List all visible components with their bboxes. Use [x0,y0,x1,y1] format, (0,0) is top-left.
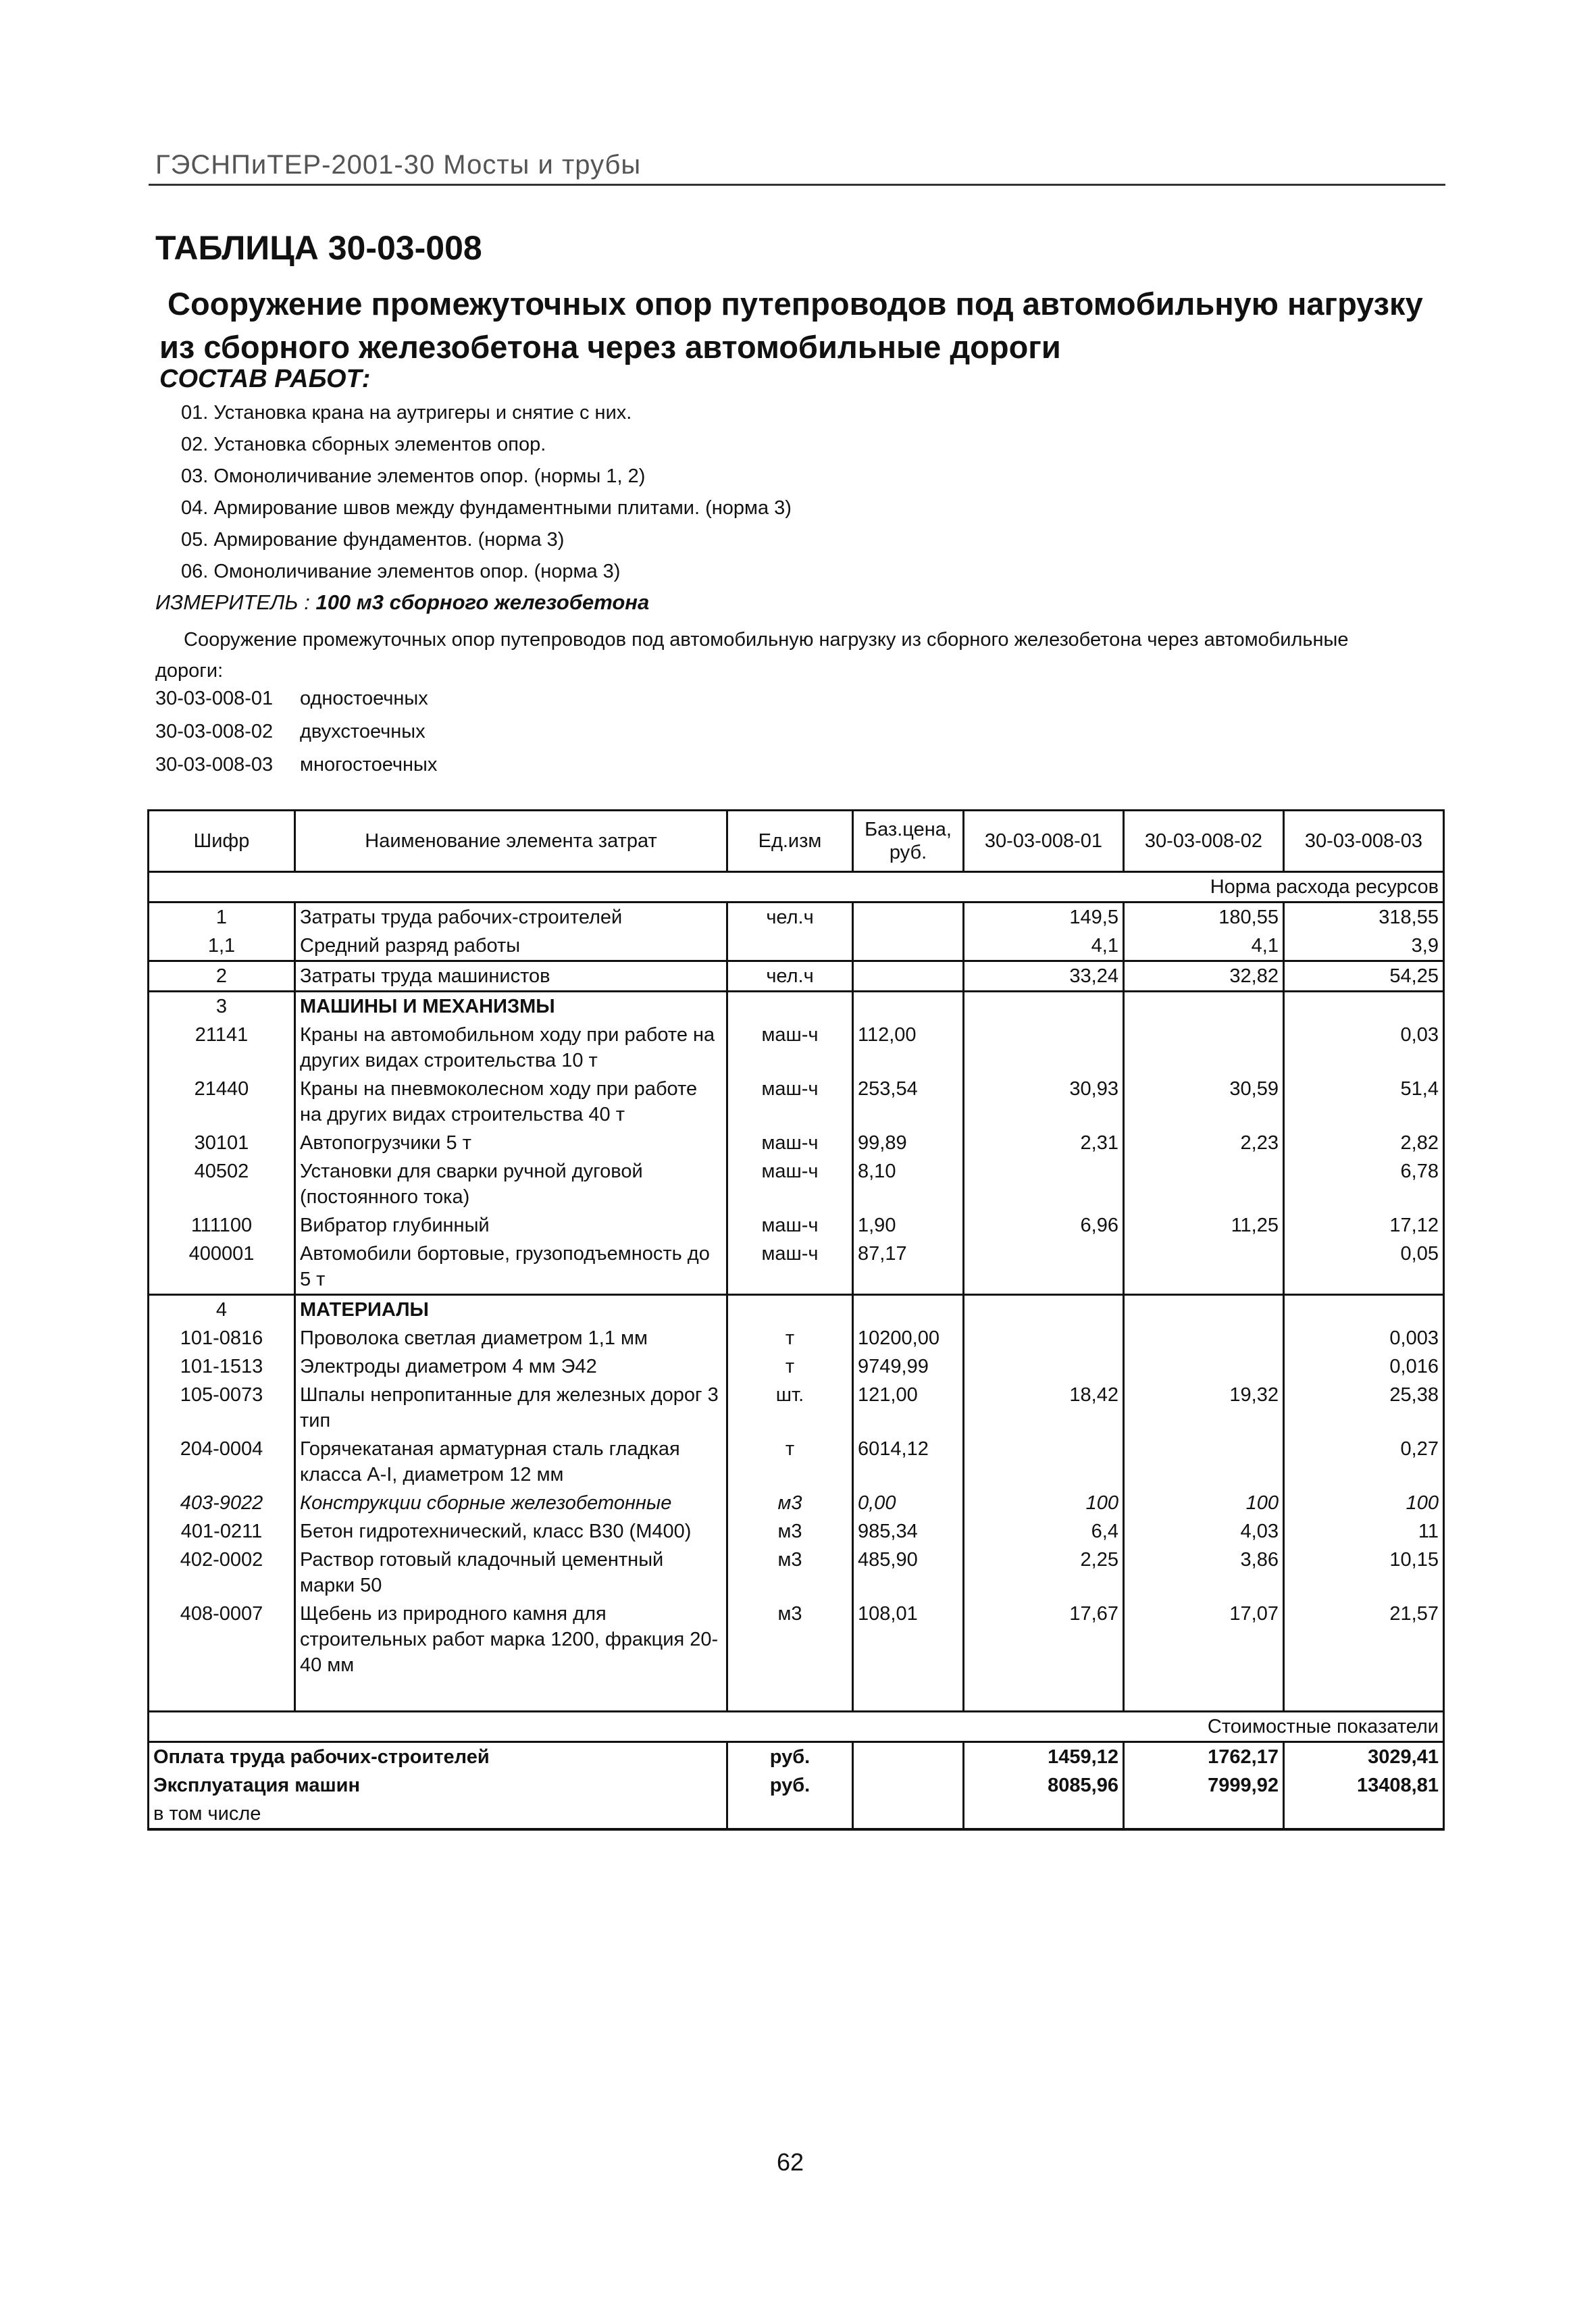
table-row [149,903,1444,932]
row-code: 21440 [149,1075,295,1129]
work-item: 03. Омоноличивание элементов опор. (нормы 1, 2) [181,465,646,487]
row-base-price: 8,10 [853,1157,964,1211]
cost-value-01: 1459,12 [964,1742,1124,1772]
header-rule [149,184,1445,186]
row-name: Щебень из природного камня для строительных работ марка 1200, фракция 20-40 мм [295,1600,727,1679]
work-item: 01. Установка крана на аутригеры и снятие с них. [181,402,632,424]
cost-row [149,1771,1444,1800]
page-number: 62 [777,2148,804,2176]
row-name: Установки для сварки ручной дуговой (постоянного тока) [295,1157,727,1211]
table-row [149,1381,1444,1435]
row-name: Средний разряд работы [295,932,727,961]
row-norm-02: 4,03 [1124,1517,1284,1546]
row-norm-02 [1124,1021,1284,1075]
row-norm-02: 100 [1124,1489,1284,1517]
row-name: Затраты труда рабочих-строителей [295,903,727,932]
row-norm-02 [1124,1295,1284,1325]
row-norm-03: 3,9 [1284,932,1444,961]
row-norm-02: 3,86 [1124,1546,1284,1600]
row-norm-02 [1124,1435,1284,1489]
table-subtitle [159,282,1476,369]
row-norm-03: 100 [1284,1489,1444,1517]
norm-caption-row [149,872,1444,903]
row-norm-01: 149,5 [964,903,1124,932]
col-header-c1: 30-03-008-01 [964,811,1124,872]
row-name: Горячекатаная арматурная сталь гладкая класса А-I, диаметром 12 мм [295,1435,727,1489]
row-norm-03: 0,016 [1284,1352,1444,1381]
resource-table [147,809,1445,1831]
cost-value-03 [1284,1800,1444,1829]
cost-caption-row [149,1712,1444,1742]
row-unit: шт. [727,1381,853,1435]
row-code: 408-0007 [149,1600,295,1679]
row-norm-03: 17,12 [1284,1211,1444,1240]
table-row [149,1600,1444,1679]
table-row [149,1489,1444,1517]
cost-unit: руб. [727,1771,853,1800]
row-name: Бетон гидротехнический, класс В30 (М400) [295,1517,727,1546]
variant-code: 30-03-008-01 [155,688,274,709]
works-heading: СОСТАВ РАБОТ: [159,365,371,393]
col-header-code: Шифр [149,811,295,872]
row-norm-02: 19,32 [1124,1381,1284,1435]
col-header-c2: 30-03-008-02 [1124,811,1284,872]
row-unit: м3 [727,1517,853,1546]
row-base-price: 87,17 [853,1240,964,1295]
row-norm-03: 11 [1284,1517,1444,1546]
row-norm-02 [1124,1352,1284,1381]
cost-price [853,1742,964,1772]
cost-value-03: 3029,41 [1284,1742,1444,1772]
row-base-price: 253,54 [853,1075,964,1129]
table-row [149,1546,1444,1600]
running-header: ГЭСНПиТЕР-2001-30 Мосты и трубы [155,150,642,180]
intro-line-1: Сооружение промежуточных опор путепроводов под автомобильную нагрузку из сборного железобетона через автомобильные [184,629,1349,651]
cost-value-01 [964,1800,1124,1829]
row-unit: маш-ч [727,1211,853,1240]
table-row [149,1240,1444,1295]
row-name: Шпалы непропитанные для железных дорог 3 тип [295,1381,727,1435]
table-header-row [149,811,1444,872]
col-header-unit: Ед.изм [727,811,853,872]
row-norm-03: 0,03 [1284,1021,1444,1075]
row-norm-01: 2,31 [964,1129,1124,1157]
variant-name: двухстоечных [300,721,426,742]
row-base-price: 99,89 [853,1129,964,1157]
intro-line-2: дороги: [155,660,224,682]
cost-name: в том числе [149,1800,727,1829]
row-code: 111100 [149,1211,295,1240]
table-row [149,1157,1444,1211]
row-norm-01: 2,25 [964,1546,1124,1600]
row-name: МАТЕРИАЛЫ [295,1295,727,1325]
cost-value-02: 1762,17 [1124,1742,1284,1772]
row-unit: чел.ч [727,961,853,992]
row-name: Краны на пневмоколесном ходу при работе на других видах строительства 40 т [295,1075,727,1129]
row-base-price: 112,00 [853,1021,964,1075]
row-norm-03: 6,78 [1284,1157,1444,1211]
row-unit: м3 [727,1546,853,1600]
row-unit: т [727,1352,853,1381]
row-code: 30101 [149,1129,295,1157]
row-name: Затраты труда машинистов [295,961,727,992]
row-code: 401-0211 [149,1517,295,1546]
row-unit: т [727,1324,853,1352]
row-norm-03: 51,4 [1284,1075,1444,1129]
table-row [149,1324,1444,1352]
row-name: Автопогрузчики 5 т [295,1129,727,1157]
row-norm-02: 30,59 [1124,1075,1284,1129]
row-code: 3 [149,992,295,1021]
row-norm-02 [1124,1240,1284,1295]
row-norm-03: 21,57 [1284,1600,1444,1679]
table-row [149,1129,1444,1157]
col-header-name: Наименование элемента затрат [295,811,727,872]
row-norm-02: 2,23 [1124,1129,1284,1157]
cost-row [149,1742,1444,1772]
table-row [149,992,1444,1021]
row-base-price [853,992,964,1021]
row-name: Автомобили бортовые, грузоподъемность до 5 т [295,1240,727,1295]
row-code: 204-0004 [149,1435,295,1489]
row-code: 40502 [149,1157,295,1211]
row-norm-01 [964,1021,1124,1075]
row-base-price [853,903,964,932]
row-unit: м3 [727,1600,853,1679]
row-unit: м3 [727,1489,853,1517]
table-row [149,1517,1444,1546]
row-base-price: 121,00 [853,1381,964,1435]
row-norm-03: 0,003 [1284,1324,1444,1352]
row-name: Вибратор глубинный [295,1211,727,1240]
row-base-price: 485,90 [853,1546,964,1600]
row-code: 101-1513 [149,1352,295,1381]
col-header-c3: 30-03-008-03 [1284,811,1444,872]
measure-line [155,590,649,615]
cost-body [149,1742,1444,1830]
row-code: 402-0002 [149,1546,295,1600]
row-norm-01: 17,67 [964,1600,1124,1679]
variants-list [155,682,437,782]
row-norm-03: 25,38 [1284,1381,1444,1435]
work-item: 06. Омоноличивание элементов опор. (норма 3) [181,561,621,582]
row-norm-01: 6,96 [964,1211,1124,1240]
cost-caption: Стоимостные показатели [149,1712,1444,1742]
variant-item [155,682,437,715]
row-norm-01: 100 [964,1489,1124,1517]
row-base-price: 985,34 [853,1517,964,1546]
spacer-row [149,1679,1444,1712]
row-base-price [853,1295,964,1325]
row-code: 2 [149,961,295,992]
measure-label: ИЗМЕРИТЕЛЬ : [155,590,310,614]
subtitle-line-2: из сборного железобетона через автомобильные дороги [159,329,1061,365]
row-norm-03: 10,15 [1284,1546,1444,1600]
row-norm-01 [964,1157,1124,1211]
row-norm-03: 0,27 [1284,1435,1444,1489]
row-unit [727,992,853,1021]
variant-name: одностоечных [300,688,428,709]
measure-value: 100 м3 сборного железобетона [315,590,650,614]
table-body [149,903,1444,1680]
row-base-price: 6014,12 [853,1435,964,1489]
row-norm-01: 33,24 [964,961,1124,992]
row-code: 1 [149,903,295,932]
row-norm-02 [1124,992,1284,1021]
cost-value-02: 7999,92 [1124,1771,1284,1800]
row-code: 105-0073 [149,1381,295,1435]
table-row [149,932,1444,961]
cost-value-01: 8085,96 [964,1771,1124,1800]
cost-value-03: 13408,81 [1284,1771,1444,1800]
cost-unit: руб. [727,1742,853,1772]
norm-caption: Норма расхода ресурсов [149,872,1444,903]
row-base-price: 9749,99 [853,1352,964,1381]
table-row [149,1021,1444,1075]
cost-row [149,1800,1444,1829]
row-name: Электроды диаметром 4 мм Э42 [295,1352,727,1381]
variant-item [155,715,437,748]
row-unit [727,1295,853,1325]
cost-price [853,1771,964,1800]
col-header-price: Баз.цена, руб. [853,811,964,872]
table-row [149,1352,1444,1381]
row-base-price [853,961,964,992]
table-row [149,1075,1444,1129]
row-name: Конструкции сборные железобетонные [295,1489,727,1517]
row-base-price: 10200,00 [853,1324,964,1352]
row-norm-03: 54,25 [1284,961,1444,992]
row-norm-01: 30,93 [964,1075,1124,1129]
row-norm-01: 4,1 [964,932,1124,961]
table-title: ТАБЛИЦА 30-03-008 [155,229,482,267]
table-row [149,1295,1444,1325]
row-norm-03: 0,05 [1284,1240,1444,1295]
row-norm-02: 180,55 [1124,903,1284,932]
cost-value-02 [1124,1800,1284,1829]
row-norm-03: 318,55 [1284,903,1444,932]
row-code: 101-0816 [149,1324,295,1352]
row-code: 400001 [149,1240,295,1295]
row-norm-02: 17,07 [1124,1600,1284,1679]
row-name: МАШИНЫ И МЕХАНИЗМЫ [295,992,727,1021]
row-unit: т [727,1435,853,1489]
row-norm-01 [964,1295,1124,1325]
variant-name: многостоечных [300,754,438,776]
row-norm-01 [964,1435,1124,1489]
row-norm-01 [964,1352,1124,1381]
row-name: Проволока светлая диаметром 1,1 мм [295,1324,727,1352]
works-list [181,397,792,588]
table-row [149,961,1444,992]
table-row [149,1435,1444,1489]
row-norm-02: 4,1 [1124,932,1284,961]
row-norm-02: 32,82 [1124,961,1284,992]
variant-item [155,748,437,782]
row-unit: чел.ч [727,903,853,932]
cost-unit [727,1800,853,1829]
row-norm-01 [964,992,1124,1021]
row-norm-01 [964,1240,1124,1295]
row-unit [727,932,853,961]
row-base-price: 0,00 [853,1489,964,1517]
row-code: 21141 [149,1021,295,1075]
row-norm-02 [1124,1324,1284,1352]
variant-code: 30-03-008-03 [155,754,274,776]
work-item: 02. Установка сборных элементов опор. [181,434,546,455]
cost-name: Эксплуатация машин [149,1771,727,1800]
row-norm-03 [1284,1295,1444,1325]
work-item: 05. Армирование фундаментов. (норма 3) [181,529,565,551]
row-norm-01: 18,42 [964,1381,1124,1435]
row-norm-01 [964,1324,1124,1352]
row-base-price: 108,01 [853,1600,964,1679]
row-norm-03 [1284,992,1444,1021]
row-unit: маш-ч [727,1021,853,1075]
work-item: 04. Армирование швов между фундаментными плитами. (норма 3) [181,497,792,519]
variant-code: 30-03-008-02 [155,721,274,742]
row-unit: маш-ч [727,1129,853,1157]
row-code: 1,1 [149,932,295,961]
row-unit: маш-ч [727,1240,853,1295]
row-name: Краны на автомобильном ходу при работе на других видах строительства 10 т [295,1021,727,1075]
row-norm-03: 2,82 [1284,1129,1444,1157]
subtitle-line-1: Сооружение промежуточных опор путепроводов под автомобильную нагрузку [168,286,1423,322]
row-norm-02: 11,25 [1124,1211,1284,1240]
intro-text [155,624,1466,686]
row-unit: маш-ч [727,1075,853,1129]
row-base-price: 1,90 [853,1211,964,1240]
row-unit: маш-ч [727,1157,853,1211]
row-norm-01: 6,4 [964,1517,1124,1546]
row-base-price [853,932,964,961]
row-norm-02 [1124,1157,1284,1211]
row-code: 403-9022 [149,1489,295,1517]
cost-name: Оплата труда рабочих-строителей [149,1742,727,1772]
row-name: Раствор готовый кладочный цементный марки 50 [295,1546,727,1600]
table-row [149,1211,1444,1240]
row-code: 4 [149,1295,295,1325]
cost-price [853,1800,964,1829]
